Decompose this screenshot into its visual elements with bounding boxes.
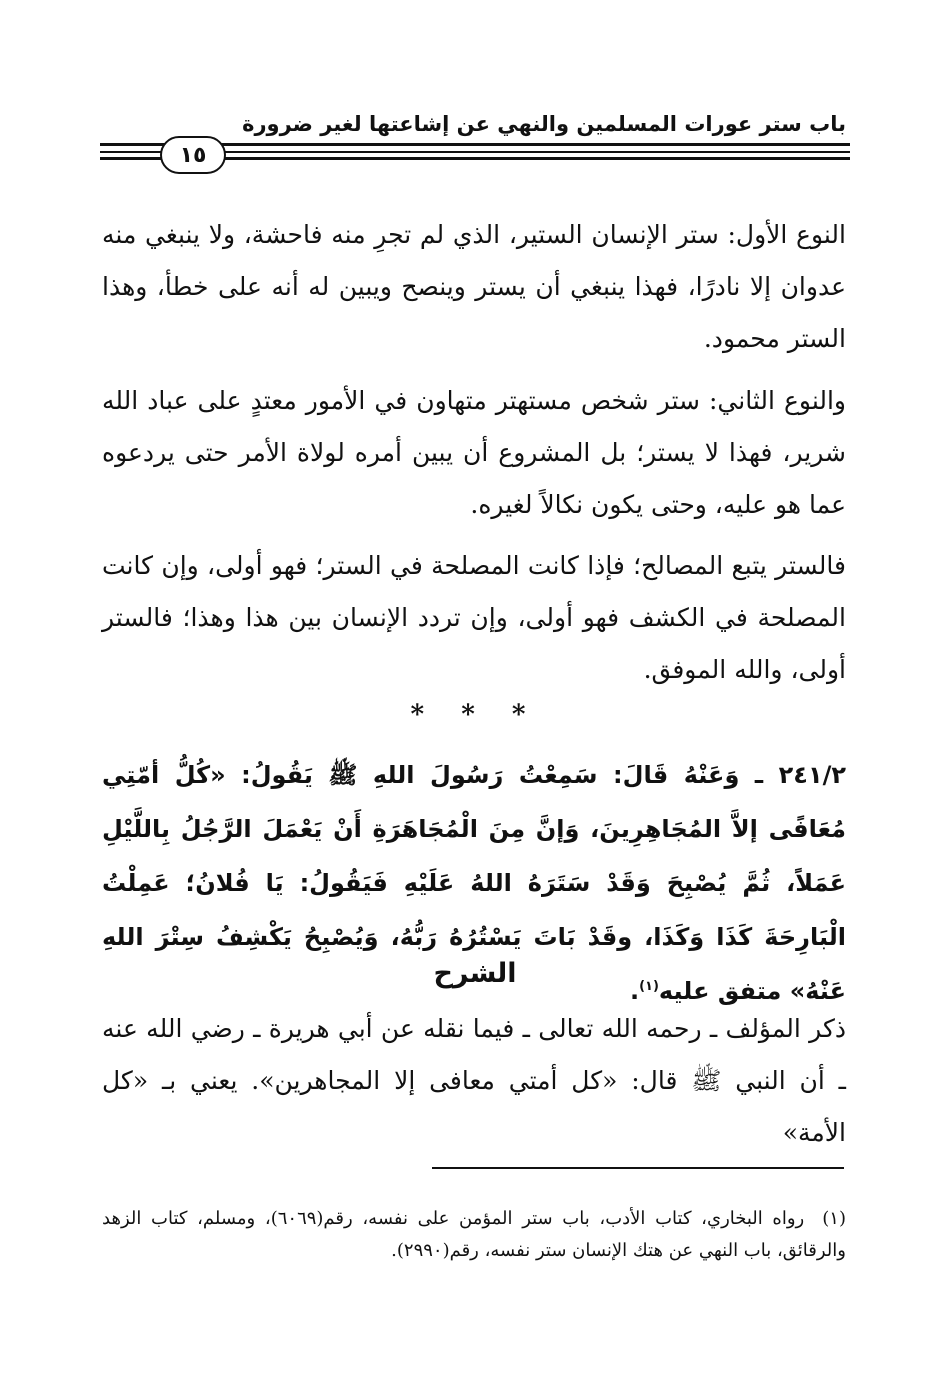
footnote-text: رواه البخاري، كتاب الأدب، باب ستر المؤمن على نفسه، رقم(٦٠٦٩)، ومسلم، كتاب الزهد والرقائق، باب النهي عن هتك الإنسان ستر نفسه، رقم(٢٩٩٠). xyxy=(102,1208,846,1261)
page-number: ١٥ xyxy=(160,136,226,174)
footnote-reference: (١) xyxy=(639,979,659,994)
footnote-divider xyxy=(432,1167,844,1169)
chapter-title: باب ستر عورات المسلمين والنهي عن إشاعتها لغير ضرورة xyxy=(242,112,846,136)
section-heading: الشرح xyxy=(433,958,517,989)
footnote-number: (١) xyxy=(822,1208,846,1229)
hadith-text: ٢٤١/٢ ـ وَعَنْهُ قَالَ: سَمِعْتُ رَسُولَ اللهِ ﷺ يَقُولُ: «كُلُّ أمّتِي مُعَافًى إلاَّ المُجَاهِرِينَ، وَإنَّ مِنَ الْمُجَاهَرَةِ أَنْ يَعْمَلَ الرَّجُلُ بِاللَّيْلِ عَمَلاً، ثُمَّ يُصْبِحَ وَقَدْ سَتَرَهُ اللهُ عَلَيْهِ فَيَقُولُ: يَا فُلانُ؛ عَمِلْتُ الْبَارِحَةَ كَذَا وَكَذَا، وقَدْ بَاتَ يَسْتُرُهُ رَبُّهُ، وَيُصْبِحُ يَكْشِفُ سِتْرَ اللهِ عَنْهُ» متفق عليه$^{(١)}$. xyxy=(102,761,846,1005)
paragraph-conclusion: فالستر يتبع المصالح؛ فإذا كانت المصلحة في الستر؛ فهو أولى، وإن كانت المصلحة في الكشف فهو أولى، وإن تردد الإنسان بين هذا وهذا؛ فالستر أولى، والله الموفق. xyxy=(102,551,846,684)
paragraph-first-type: النوع الأول: ستر الإنسان الستير، الذي لم تجرِ منه فاحشة، ولا ينبغي منه عدوان إلا نادرًا، فهذا ينبغي أن يستر وينصح ويبين له أنه على خطأ، وهذا الستر محمود. xyxy=(102,220,846,353)
section-separator: * * * xyxy=(410,700,540,730)
hadith-body: ٢٤١/٢ ـ وَعَنْهُ قَالَ: سَمِعْتُ رَسُولَ اللهِ ﷺ يَقُولُ: «كُلُّ أمّتِي مُعَافًى إلاَّ المُجَاهِرِينَ، وَإنَّ مِنَ الْمُجَاهَرَةِ أَنْ يَعْمَلَ الرَّجُلُ بِاللَّيْلِ عَمَلاً، ثُمَّ يُصْبِحَ وَقَدْ سَتَرَهُ اللهُ عَلَيْهِ فَيَقُولُ: يَا فُلانُ؛ عَمِلْتُ الْبَارِحَةَ كَذَا وَكَذَا، وقَدْ بَاتَ يَسْتُرُهُ رَبُّهُ، وَيُصْبِحُ يَكْشِفُ سِتْرَ اللهِ عَنْهُ» متفق عليه xyxy=(102,761,846,1005)
footnote xyxy=(102,1203,846,1267)
paragraph-second-type: والنوع الثاني: ستر شخص مستهتر متهاون في الأمور معتدٍ على عباد الله شرير، فهذا لا يستر؛ بل المشروع أن يبين أمره لولاة الأمر حتى يردعوه عما هو عليه، وحتى يكون نكالاً لغيره. xyxy=(102,386,846,519)
explanation-paragraph: ذكر المؤلف ـ رحمه الله تعالى ـ فيما نقله عن أبي هريرة ـ رضي الله عنه ـ أن النبي ﷺ قال: «كل أمتي معافى إلا المجاهرين». يعني بـ «كل الأمة» xyxy=(102,1014,846,1147)
